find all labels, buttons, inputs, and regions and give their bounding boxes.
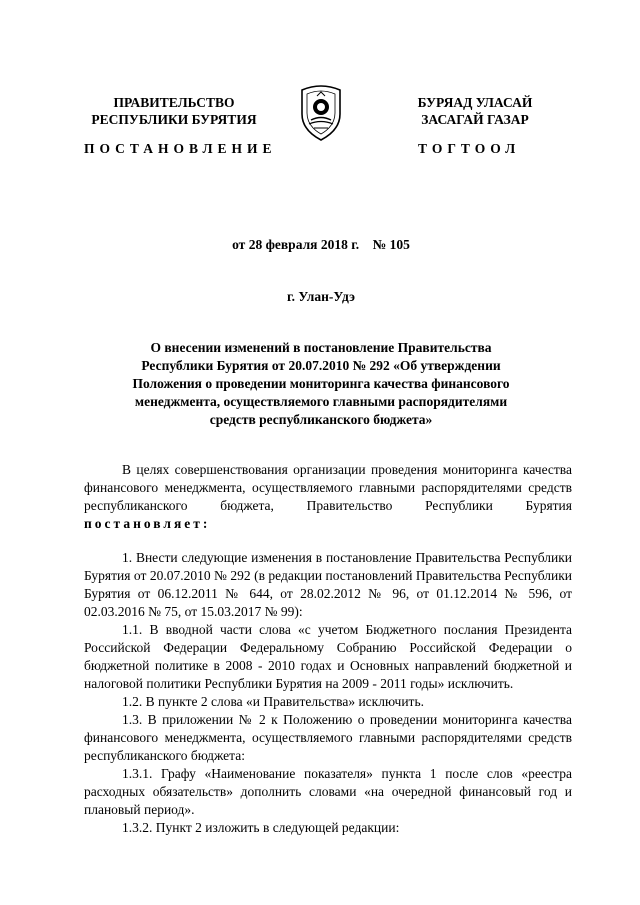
title-line-1: О внесении изменений в постановление Правительства — [150, 340, 492, 355]
buryatia-coat-of-arms-icon — [297, 80, 345, 144]
paragraph-1-2: 1.2. В пункте 2 слова «и Правительства» исключить. — [122, 694, 424, 709]
title-line-5: средств республиканского бюджета» — [209, 412, 433, 427]
issuer-ru-line-1: ПРАВИТЕЛЬСТВО — [113, 95, 235, 110]
issuer-bua — [395, 94, 555, 128]
city: г. Улан-Удэ — [287, 289, 355, 304]
issuer-ru-line-2: РЕСПУБЛИКИ БУРЯТИЯ — [91, 112, 257, 127]
paragraph-1-3: 1.3. В приложении № 2 к Положению о проведении мониторинга качества финансового менеджмента, осуществляемого главными распорядителями средств республиканского бюджета: — [84, 712, 572, 763]
preamble-text: В целях совершенствования организации проведения мониторинга качества финансового менеджмента, осуществляемого главными распорядителями средств республиканского бюджета, Правительство Республики Бурятия — [84, 462, 572, 513]
preamble-paragraph — [84, 461, 572, 533]
issuer-ru — [84, 94, 264, 128]
title-line-3: Положения о проведении мониторинга качества финансового — [132, 376, 510, 391]
paragraph-1: 1. Внести следующие изменения в постановление Правительства Республики Бурятия от 20.07.2010 № 292 (в редакции постановлений Правительства Республики Бурятия от 06.12.2011 № 644, от 28.02.2012 № 96, от 01.12.2014 № 596, от 02.03.2016 № 75, от 15.03.2017 № 99): — [84, 550, 572, 619]
preamble-verb: постановляет: — [84, 516, 211, 531]
paragraph-1-3-1: 1.3.1. Графу «Наименование показателя» пункта 1 после слов «реестра расходных обязательств» дополнить словами «на очередной финансовый год и плановый период». — [84, 766, 572, 817]
issuer-bua-line-2: ЗАСАГАЙ ГАЗАР — [421, 112, 529, 127]
date-and-number: от 28 февраля 2018 г. № 105 — [232, 237, 410, 252]
paragraph-1-3-2: 1.3.2. Пункт 2 изложить в следующей редакции: — [122, 820, 400, 835]
document-body — [84, 461, 572, 837]
document-title — [84, 339, 558, 429]
issuer-bua-line-1: БУРЯАД УЛАСАЙ — [417, 95, 533, 110]
paragraph-1-1: 1.1. В вводной части слова «с учетом Бюджетного послания Президента Российской Федерации Федеральному Собранию Российской Федерации о бюджетной политике в 2008 - 2010 годах и Основных направлений бюджетной и налоговой политики Республики Бурятия на 2009 - 2011 годы» исключить. — [84, 622, 572, 691]
document-type-bua: ТОГТООЛ — [418, 141, 521, 156]
title-line-2: Республики Бурятия от 20.07.2010 № 292 «Об утверждении — [141, 358, 501, 373]
title-line-4: менеджмента, осуществляемого главными распорядителями — [134, 394, 508, 409]
document-type-ru: ПОСТАНОВЛЕНИЕ — [84, 141, 277, 156]
